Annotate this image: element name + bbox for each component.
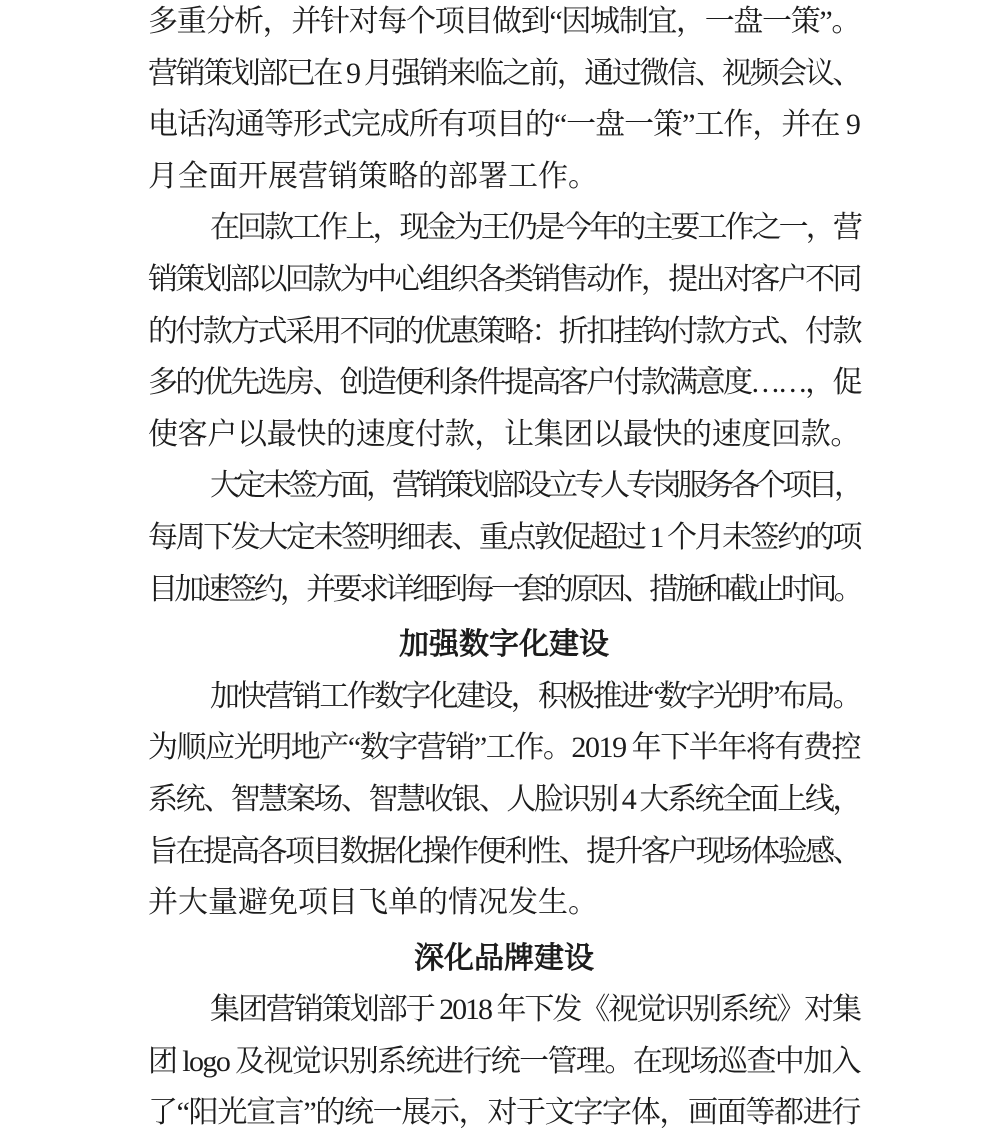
text-line xyxy=(148,48,860,100)
text-line xyxy=(148,671,860,723)
text-line xyxy=(148,0,860,48)
text-line xyxy=(148,564,860,616)
text-line xyxy=(148,512,860,564)
line-text: 月全面开展营销策略的部署工作。 xyxy=(148,159,598,193)
text-line xyxy=(148,306,860,358)
text-line xyxy=(148,151,860,203)
line-text: 的付款方式采用不同的优惠策略：折扣挂钩付款方式、付款 xyxy=(148,314,860,348)
line-text: 旨在提高各项目数据化操作便利性、提升客户现场体验感、 xyxy=(148,834,860,868)
line-text: 营销策划部已在 9 月强销来临之前，通过微信、视频会议、 xyxy=(148,56,860,90)
heading-text: 深化品牌建设 xyxy=(414,941,594,975)
line-text: 并大量避免项目飞单的情况发生。 xyxy=(148,886,598,920)
text-line xyxy=(148,1036,860,1088)
text-line xyxy=(148,409,860,461)
text-line xyxy=(148,460,860,512)
line-text: 每周下发大定未签明细表、重点敦促超过 1 个月未签约的项 xyxy=(148,520,860,554)
heading-digitalization xyxy=(148,619,860,671)
line-text: 电话沟通等形式完成所有项目的“一盘一策”工作，并在 9 xyxy=(148,108,860,142)
document-content xyxy=(148,0,860,1136)
line-text: 加快营销工作数字化建设，积极推进“数字光明”布局。 xyxy=(210,679,860,713)
line-text: 使客户以最快的速度付款，让集团以最快的速度回款。 xyxy=(148,417,861,451)
line-text: 集团营销策划部于 2018 年下发《视觉识别系统》对集 xyxy=(210,993,860,1027)
line-text: 系统、智慧案场、智慧收银、人脸识别 4 大系统全面上线， xyxy=(148,782,860,816)
text-line xyxy=(148,254,860,306)
text-line xyxy=(148,826,860,878)
paragraph-brand-building xyxy=(148,984,860,1136)
text-line xyxy=(148,1087,860,1136)
text-line xyxy=(148,774,860,826)
line-text: 多重分析，并针对每个项目做到“因城制宜，一盘一策”。 xyxy=(148,5,861,38)
paragraph-unsigned-deals xyxy=(148,460,860,615)
line-text: 大定未签方面，营销策划部设立专人专岗服务各个项目， xyxy=(210,469,860,503)
line-text: 在回款工作上，现金为王仍是今年的主要工作之一，营 xyxy=(210,211,860,245)
text-line xyxy=(148,202,860,254)
text-line xyxy=(148,877,860,929)
paragraph-digitalization xyxy=(148,671,860,929)
line-text: 多的优先选房、创造便利条件提高客户付款满意度……，促 xyxy=(148,366,860,400)
text-line xyxy=(148,984,860,1036)
heading-brand-building xyxy=(148,933,860,985)
text-line xyxy=(148,722,860,774)
line-text: 团 logo 及视觉识别系统进行统一管理。在现场巡查中加入 xyxy=(148,1044,860,1078)
line-text: 销策划部以回款为中心组织各类销售动作，提出对客户不同 xyxy=(148,262,860,296)
paragraph-payment-collection xyxy=(148,202,860,460)
paragraph-marketing-strategy xyxy=(148,0,860,202)
text-line xyxy=(148,99,860,151)
line-text: 了“阳光宣言”的统一展示，对于文字字体，画面等都进行 xyxy=(148,1096,861,1130)
heading-text: 加强数字化建设 xyxy=(399,628,609,662)
text-line xyxy=(148,357,860,409)
line-text: 为顺应光明地产“数字营销”工作。2019 年下半年将有费控 xyxy=(148,731,861,765)
line-text: 目加速签约，并要求详细到每一套的原因、措施和截止时间。 xyxy=(148,572,860,606)
